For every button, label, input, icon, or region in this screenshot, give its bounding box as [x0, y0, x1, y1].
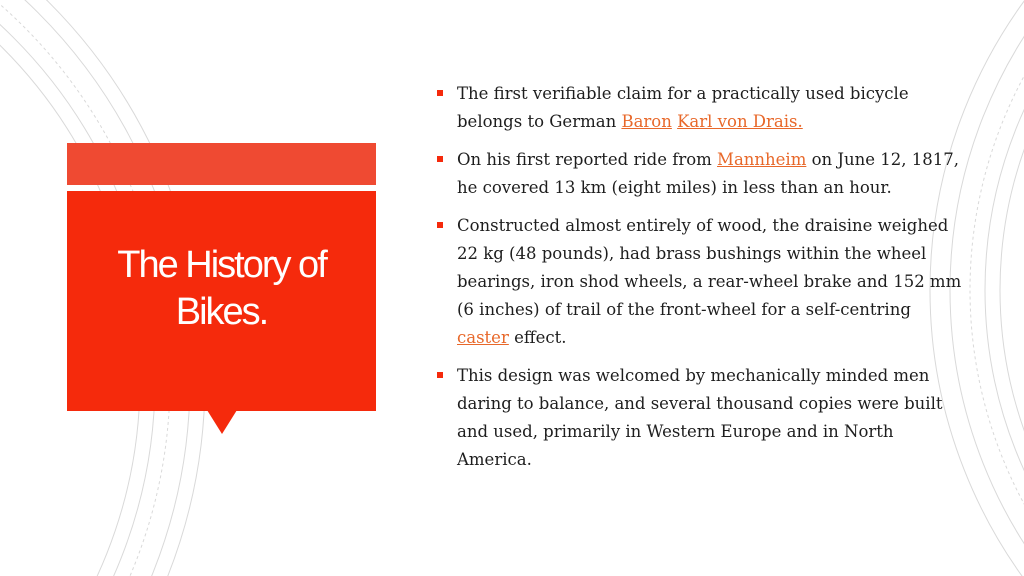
- bullet-link[interactable]: caster: [457, 328, 509, 347]
- bullet-item: [437, 80, 967, 136]
- bullet-item: [437, 362, 967, 474]
- title-box-pointer: [207, 410, 237, 434]
- bullet-text: The first verifiable claim for a practically used bicycle belongs to German: [457, 84, 909, 131]
- bullet-text: On his first reported ride from: [457, 150, 718, 169]
- bullet-item: [437, 212, 967, 352]
- bullet-link[interactable]: Karl von Drais.: [677, 112, 803, 131]
- square-bullet-icon: [437, 222, 443, 228]
- square-bullet-icon: [437, 372, 443, 378]
- square-bullet-icon: [437, 90, 443, 96]
- bullet-link[interactable]: Mannheim: [717, 150, 807, 169]
- slide-title: The History of Bikes.: [117, 244, 326, 333]
- bullet-text: This design was welcomed by mechanically minded men daring to balance, and several thousand copies were built and used, primarily in Western Europe and in North America.: [457, 366, 943, 469]
- title-box: [67, 191, 376, 411]
- bullet-text: on June 12, 1817, he covered 13 km (eight miles) in less than an hour.: [457, 150, 960, 197]
- bullet-item: [437, 146, 967, 202]
- bullet-text: Constructed almost entirely of wood, the draisine weighed 22 kg (48 pounds), had brass bushings within the wheel bearings, iron shod wheels, a rear-wheel brake and 152 mm (6 inches) of trail of the front-wheel for a self-centring: [457, 216, 962, 319]
- square-bullet-icon: [437, 156, 443, 162]
- bullet-link[interactable]: Baron: [621, 112, 672, 131]
- title-accent-strip: [67, 143, 376, 185]
- bullet-text: effect.: [508, 328, 567, 347]
- bullet-list: [437, 80, 967, 484]
